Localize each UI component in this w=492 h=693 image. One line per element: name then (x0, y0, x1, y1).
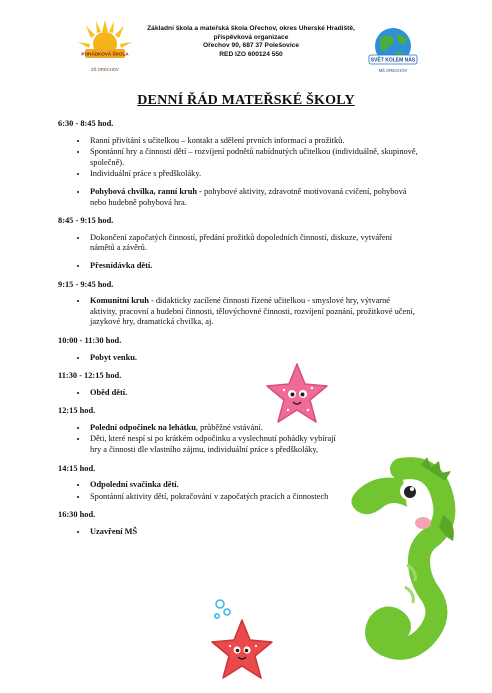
time-label: 9:15 - 9:45 hod. (58, 279, 114, 289)
item-text: pohybové aktivity, zdravotně motivovaná cvičení, pohybová nebo hudebně pohybová hra. (90, 186, 407, 207)
time-label: 12:15 hod. (58, 406, 96, 416)
list-item (88, 136, 418, 147)
item-text: - didakticky zacílené činnosti řízené učitelkou - smyslové hry, výtvarné aktivity, pracovní a hudební činnosti, tělovýchovné činnosti, rozvíjení poznání, prožitkové učení, jazykové hry, dramatická chvilka, aj. (90, 296, 415, 327)
item-text: Dokončení započatých činností, předání prožitků dopoledních činností, diskuze, vytváření námětů a závěrů. (90, 232, 393, 253)
activity-list (58, 136, 418, 209)
item-bold: Pobyt venku. (90, 352, 138, 362)
item-bold: Pohybová chvilka, ranní kruh - (90, 186, 202, 196)
list-item (88, 187, 418, 208)
schedule-block (58, 336, 418, 363)
bubbles-icon (215, 600, 230, 618)
logo-right-sub: MŠ ORECHOV (378, 68, 408, 73)
list-item (88, 147, 418, 168)
activity-list (58, 480, 338, 502)
list-item (88, 296, 418, 328)
time-label: 11:30 - 12:15 hod. (58, 371, 122, 381)
list-item (88, 169, 418, 180)
activity-list (58, 388, 418, 399)
activity-list (58, 233, 418, 272)
item-bold: Oběd dětí. (90, 387, 128, 397)
activity-list (58, 353, 418, 364)
activity-list (58, 296, 418, 328)
header-line-1: Základní škola a mateřská škola Ořechov, okres Uherské Hradiště, (147, 25, 355, 32)
time-label: 14:15 hod. (58, 463, 96, 473)
item-text: , průběžné vstávání. (195, 422, 263, 432)
item-bold: Polední odpočinek na lehátku (90, 422, 196, 432)
item-text: Děti, které nespí si po krátkém odpočinku a vyslechnutí pohádky vybírají hry a činnosti dle vlastního zájmu, individuální práce s předškoláky, (90, 434, 336, 455)
item-text: Spontánní hry a činnosti dětí – rozvíjení podnětů nabídnutých učitelkou (individuálně, skupinově, společně). (90, 147, 418, 167)
time-label: 6:30 - 8:45 hod. (58, 119, 114, 128)
list-item (88, 233, 418, 254)
item-text: Ranní přivítání s učitelkou – kontakt a sdělení prvních informací a prožitků. (90, 135, 345, 145)
item-bold: Přesnídávka dětí. (90, 260, 153, 270)
school-logo-left (76, 18, 134, 76)
logo-right-text: SVĚT KOLEM NÁS (370, 57, 416, 64)
item-bold: Odpolední svačinka dětí. (90, 480, 179, 490)
logo-left-text: POHÁDKOVÁ ŠKOLA (81, 51, 129, 57)
list-item (88, 492, 338, 503)
logo-left-sub: ZŠ ORECHOV (91, 67, 119, 72)
list-item (88, 261, 418, 272)
seahorse-illustration (343, 455, 461, 663)
schedule-block (58, 280, 418, 328)
time-label: 16:30 hod. (58, 510, 96, 520)
time-label: 8:45 - 9:15 hod. (58, 216, 114, 226)
item-text: Spontánní aktivity dětí, pokračování v započatých pracích a činnostech (90, 491, 329, 501)
schedule-block (58, 371, 418, 398)
header-line-3: Ořechov 90, 687 37 Polešovice (202, 42, 300, 50)
header-line-4: RED IZO 600124 550 (219, 50, 283, 58)
page-title: DENNÍ ŘÁD MATEŘSKÉ ŠKOLY (137, 93, 355, 108)
red-starfish-illustration (194, 590, 284, 690)
header-line-2: příspěvková organizace (213, 33, 289, 41)
list-item (88, 388, 418, 399)
school-header (136, 25, 366, 59)
schedule-block (58, 119, 418, 208)
list-item (88, 434, 338, 455)
schedule-block (58, 406, 418, 455)
list-item (88, 480, 338, 491)
item-bold: Komunitní kruh (90, 296, 149, 306)
schedule-block (58, 216, 418, 271)
list-item (88, 353, 418, 364)
item-bold: Uzavření MŠ (90, 527, 138, 537)
pink-starfish-illustration (262, 360, 332, 430)
item-text: Individuální práce s předškoláky. (90, 169, 202, 179)
time-label: 10:00 - 11:30 hod. (58, 335, 122, 345)
school-logo-right (366, 25, 420, 77)
